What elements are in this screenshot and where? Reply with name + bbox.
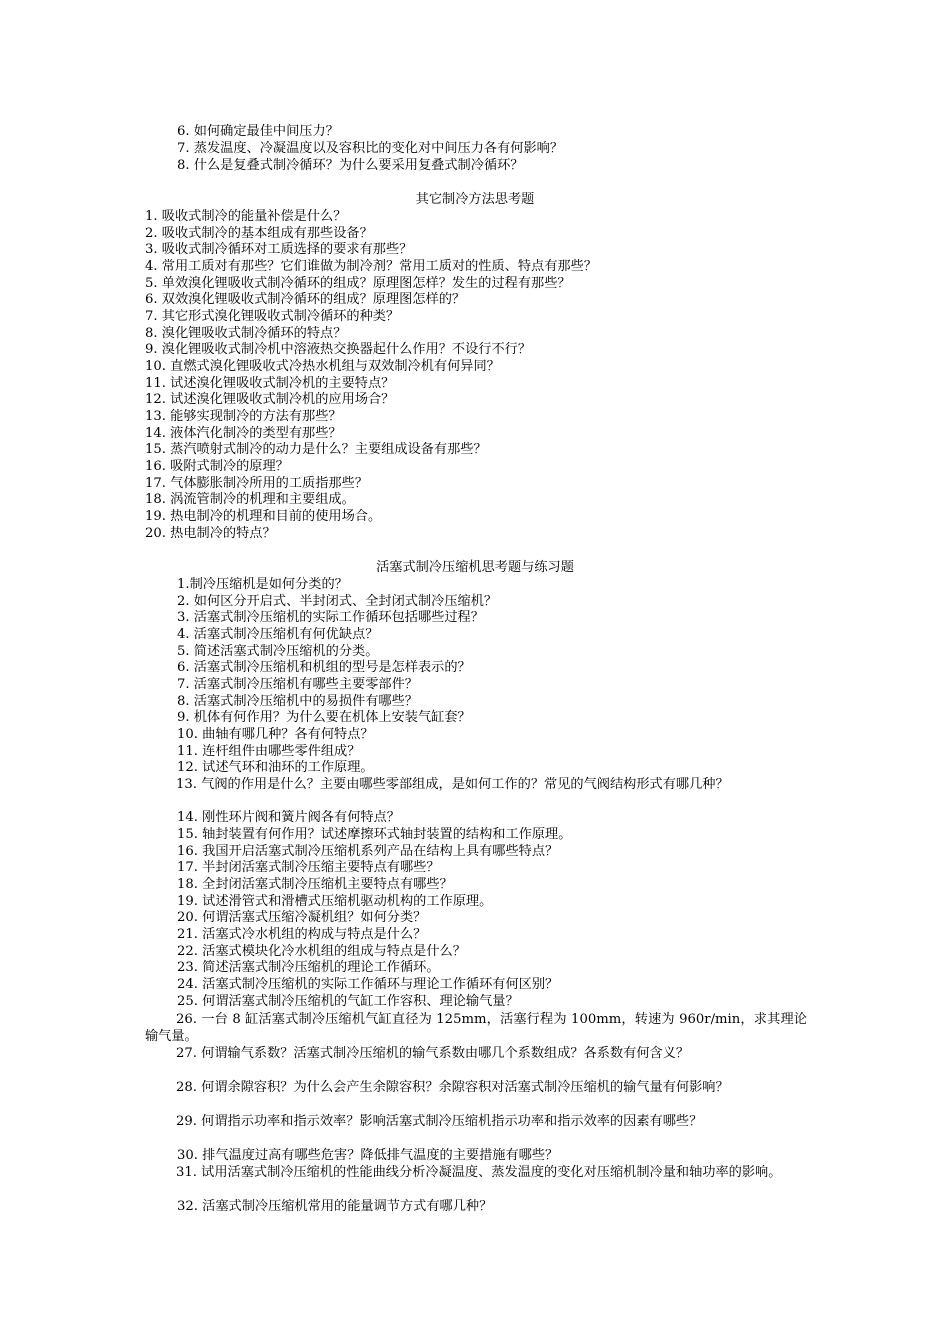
question-item: 19. 试述滑管式和滑槽式压缩机驱动机构的工作原理。 [177, 894, 493, 909]
question-item: 4. 活塞式制冷压缩机有何优缺点？ [177, 627, 379, 642]
question-item: 16. 吸附式制冷的原理？ [145, 459, 289, 474]
question-item: 13. 能够实现制冷的方法有那些？ [145, 409, 342, 424]
question-item: 19. 热电制冷的机理和目前的使用场合。 [145, 509, 382, 524]
question-item: 3. 吸收式制冷循环对工质选择的要求有那些？ [145, 242, 413, 257]
question-item: 20. 热电制冷的特点？ [145, 526, 276, 541]
question-item: 20. 何谓活塞式压缩冷凝机组？如何分类？ [177, 910, 427, 925]
question-item: 9. 机体有何作用？为什么要在机体上安装气缸套？ [177, 710, 471, 725]
question-item: 24. 活塞式制冷压缩机的实际工作循环与理论工作循环有何区别？ [177, 977, 559, 992]
question-item: 1. 吸收式制冷的能量补偿是什么？ [145, 209, 347, 224]
question-item: 11. 连杆组件由哪些零件组成？ [177, 744, 361, 759]
question-item: 27. 何谓输气系数？活塞式制冷压缩机的输气系数由哪几个系数组成？各系数有何含义？ [176, 1046, 690, 1061]
question-item: 11. 试述溴化锂吸收式制冷机的主要特点？ [145, 376, 395, 391]
question-item: 12. 试述溴化锂吸收式制冷机的应用场合？ [145, 392, 395, 407]
question-item: 5. 单效溴化锂吸收式制冷循环的组成？原理图怎样？发生的过程有那些？ [145, 276, 571, 291]
question-item: 3. 活塞式制冷压缩机的实际工作循环包括哪些过程？ [177, 610, 484, 625]
question-item: 18. 全封闭活塞式制冷压缩机主要特点有哪些？ [177, 877, 453, 892]
question-item: 26. 一台 8 缸活塞式制冷压缩机气缸直径为 125mm，活塞行程为 100mm，转速为 960r/min，求其理论输气量。 [145, 1012, 807, 1044]
intro-item: 6. 如何确定最佳中间压力？ [177, 124, 339, 139]
question-item: 14. 刚性环片阀和簧片阀各有何特点？ [177, 810, 400, 825]
section-title: 活塞式制冷压缩机思考题与练习题 [376, 560, 574, 575]
question-item: 22. 活塞式模块化冷水机组的组成与特点是什么？ [177, 944, 466, 959]
question-item: 13. 气阀的作用是什么？主要由哪些零部组成，是如何工作的？常见的气阀结构形式有哪几种？ [176, 777, 729, 792]
question-item: 23. 简述活塞式制冷压缩机的理论工作循环。 [177, 960, 440, 975]
question-item: 8. 活塞式制冷压缩机中的易损件有哪些？ [177, 694, 418, 709]
section-title: 其它制冷方法思考题 [415, 192, 535, 207]
question-item: 6. 双效溴化锂吸收式制冷循环的组成？原理图怎样的？ [145, 292, 466, 307]
question-item: 16. 我国开启活塞式制冷压缩机系列产品在结构上具有哪些特点？ [177, 844, 559, 859]
question-item: 2. 如何区分开启式、半封闭式、全封闭式制冷压缩机？ [177, 594, 498, 609]
question-item: 4. 常用工质对有那些？它们谁做为制冷剂？常用工质对的性质、特点有那些？ [145, 259, 597, 274]
question-item: 8. 溴化锂吸收式制冷循环的特点？ [145, 326, 347, 341]
question-item: 2. 吸收式制冷的基本组成有那些设备？ [145, 226, 373, 241]
question-item: 30. 排气温度过高有哪些危害？降低排气温度的主要措施有哪些？ [177, 1148, 559, 1163]
question-item: 10. 曲轴有哪几种？各有何特点？ [177, 727, 374, 742]
question-item: 32. 活塞式制冷压缩机常用的能量调节方式有哪几种？ [177, 1199, 493, 1214]
question-item: 21. 活塞式冷水机组的构成与特点是什么？ [177, 927, 427, 942]
question-item: 7. 其它形式溴化锂吸收式制冷循环的种类？ [145, 309, 400, 324]
question-item: 29. 何谓指示功率和指示效率？影响活塞式制冷压缩机指示功率和指示效率的因素有哪些？ [176, 1114, 703, 1129]
question-item: 9. 溴化锂吸收式制冷机中溶液热交换器起什么作用？不设行不行？ [145, 342, 532, 357]
question-item: 28. 何谓余隙容积？为什么会产生余隙容积？余隙容积对活塞式制冷压缩机的输气量有何影响？ [176, 1080, 729, 1095]
question-item: 31. 试用活塞式制冷压缩机的性能曲线分析冷凝温度、蒸发温度的变化对压缩机制冷量和轴功率的影响。 [176, 1165, 782, 1180]
question-item: 15. 蒸汽喷射式制冷的动力是什么？主要组成设备有那些？ [145, 442, 487, 457]
question-item: 14. 液体汽化制冷的类型有那些？ [145, 426, 342, 441]
question-item: 5. 简述活塞式制冷压缩机的分类。 [177, 644, 379, 659]
question-item: 7. 活塞式制冷压缩机有哪些主要零部件？ [177, 677, 418, 692]
question-item: 1.制冷压缩机是如何分类的？ [177, 577, 348, 592]
question-item: 6. 活塞式制冷压缩机和机组的型号是怎样表示的？ [177, 660, 471, 675]
intro-item: 7. 蒸发温度、冷凝温度以及容积比的变化对中间压力各有何影响？ [177, 141, 564, 156]
question-item: 17. 半封闭活塞式制冷压缩主要特点有哪些？ [177, 860, 440, 875]
question-item: 12. 试述气环和油环的工作原理。 [177, 760, 374, 775]
question-item: 15. 轴封装置有何作用？试述摩擦环式轴封装置的结构和工作原理。 [177, 827, 572, 842]
question-item: 17. 气体膨胀制冷所用的工质指那些？ [145, 476, 368, 491]
question-item: 10. 直燃式溴化锂吸收式冷热水机组与双效制冷机有何异同？ [145, 359, 500, 374]
intro-item: 8. 什么是复叠式制冷循环？为什么要采用复叠式制冷循环？ [177, 158, 524, 173]
question-item: 18. 涡流管制冷的机理和主要组成。 [145, 492, 355, 507]
question-item: 25. 何谓活塞式制冷压缩机的气缸工作容积、理论输气量？ [177, 994, 519, 1009]
